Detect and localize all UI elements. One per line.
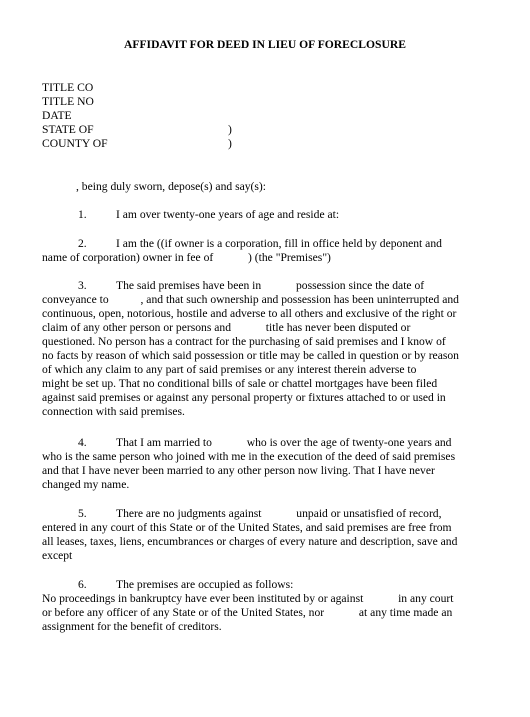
paragraph-4-number: 4. — [78, 436, 87, 449]
paragraph-3-text-1: The said premises have been in possession since the date of — [116, 279, 425, 292]
state-paren: ) — [228, 123, 232, 136]
paragraph-3-number: 3. — [78, 279, 87, 292]
paragraph-6-line-3: or before any officer of any State or of the United States, nor at any time made an — [42, 606, 453, 619]
paragraph-4-text-1: That I am married to who is over the age of twenty-one years and — [116, 436, 452, 449]
paragraph-5-text-1: There are no judgments against unpaid or unsatisfied of record, — [116, 507, 442, 520]
paragraph-3-line-6: no facts by reason of which said possession or title may be called in question or by reason — [42, 349, 459, 362]
title-co-line — [42, 81, 342, 95]
paragraph-1-text: I am over twenty-one years of age and reside at: — [116, 208, 340, 221]
paragraph-4-line-1 — [42, 436, 492, 450]
paragraph-3-line-7: of which any claim to any part of said premises or any interest therein adverse to — [42, 363, 417, 376]
paragraph-6-number: 6. — [78, 578, 87, 591]
paragraph-5-line-1 — [42, 507, 492, 521]
paragraph-3-line-10: connection with said premises. — [42, 405, 185, 418]
paragraph-3 — [42, 279, 492, 419]
date-label: DATE — [42, 109, 72, 122]
title-no-line — [42, 95, 342, 109]
paragraph-5-line-2: entered in any court of this State or of the United States, and said premises are free from — [42, 521, 452, 534]
paragraph-4-line-3: and that I have never been married to any other person now living. That I have never — [42, 464, 435, 477]
paragraph-5-line-3: all leases, taxes, liens, encumbrances or charges of every nature and description, save and — [42, 535, 458, 548]
paragraph-4-line-4: changed my name. — [42, 478, 130, 491]
title-no-label: TITLE NO — [42, 95, 94, 108]
paragraph-5-number: 5. — [78, 507, 87, 520]
intro-text: , being duly sworn, depose(s) and say(s): — [76, 180, 266, 193]
paragraph-6-line-1 — [42, 578, 492, 592]
paragraph-5 — [42, 507, 492, 563]
paragraph-1-line — [42, 208, 492, 222]
paragraph-2-text-1: I am the ((if owner is a corporation, fill in office held by deponent and — [116, 237, 442, 250]
paragraph-3-line-3: continuous, open, notorious, hostile and adverse to all others and exclusive of the right or — [42, 307, 457, 320]
paragraph-4 — [42, 436, 492, 492]
paragraph-3-line-4: claim of any other person or persons and title has never been disputed or — [42, 321, 411, 334]
paragraph-2-line-2: name of corporation) owner in fee of ) (the "Premises") — [42, 251, 331, 264]
paragraph-3-line-1 — [42, 279, 492, 293]
paragraph-6-line-2: No proceedings in bankruptcy have ever been instituted by or against in any court — [42, 592, 454, 605]
paragraph-3-line-8: might be set up. That no conditional bills of sale or chattel mortgages have been filed — [42, 377, 438, 390]
header-block — [42, 81, 342, 151]
paragraph-4-line-2: who is the same person who joined with me in the execution of the deed of said premises — [42, 450, 456, 463]
paragraph-3-line-5: questioned. No person has a contract for the purchasing of said premises and I know of — [42, 335, 446, 348]
paragraph-1 — [42, 208, 492, 222]
intro-paragraph — [42, 180, 492, 194]
paragraph-6-text-1: The premises are occupied as follows: — [116, 578, 294, 591]
document-title: AFFIDAVIT FOR DEED IN LIEU OF FORECLOSURE — [124, 38, 406, 51]
state-line — [42, 123, 342, 137]
paragraph-5-line-4: except — [42, 549, 73, 562]
paragraph-2-number: 2. — [78, 237, 87, 250]
county-of-label: COUNTY OF — [42, 137, 108, 150]
title-co-label: TITLE CO — [42, 81, 94, 94]
county-paren: ) — [228, 137, 232, 150]
paragraph-1-number: 1. — [78, 208, 87, 221]
county-line — [42, 137, 342, 151]
state-of-label: STATE OF — [42, 123, 94, 136]
paragraph-3-line-2: conveyance to , and that such ownership and possession has been uninterrupted and — [42, 293, 459, 306]
date-line — [42, 109, 342, 123]
paragraph-2-line-1 — [42, 237, 492, 251]
paragraph-6 — [42, 578, 492, 634]
paragraph-3-line-9: against said premises or against any personal property or fixtures attached to or used in — [42, 391, 446, 404]
paragraph-2 — [42, 237, 492, 265]
paragraph-6-line-4: assignment for the benefit of creditors. — [42, 620, 222, 633]
